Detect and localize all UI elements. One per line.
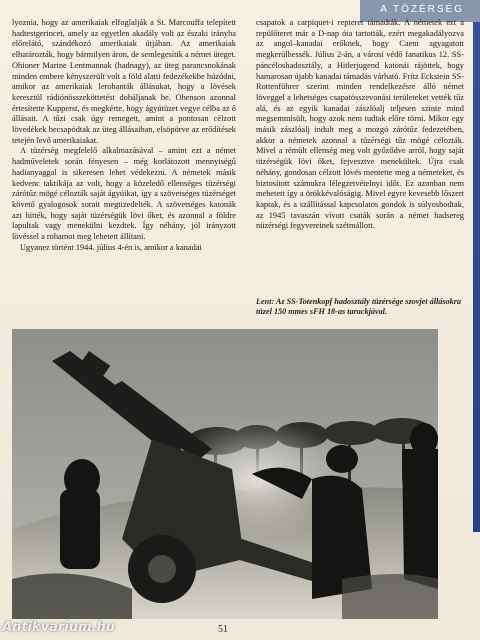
section-label: A TÖZÉRSÉG [380,4,464,15]
watermark: Antikvarium.hu [2,620,115,635]
left-text-column [12,18,236,253]
paragraph: lyoznia, hogy az amerikaiak elfoglalják a St. Marcouffa telepített hadtestgerincet, amely az egyetlen akadály volt az északi irányba előrelátó, szándékozó amerikaiak útjában. Az amerikaiak elhatározták, hogy bármilyen áron, de semlegesítik a német üteget. Ohioner Marine Lentmannak (hadnagy), az üteg parancsnokának minden embere kényszerült volt a föld alatti fedezékekbe húzódni, amikor az amerikaiak lerohanták állásukat, hogy a lövések keresztül rádiónösszeköttetést dobáljanak be. Ohenson azonnal értesítette Kupperst, és megkérte, hogy ágyútüzet vegye célba az ő állásait. A tűzi csak úgy remegett, amint a pontosan célzott lövedékek becsapódtak az üteg állásaiban, elsöpörve az erődítések tetején levő amerikaiakat. [12,18,236,145]
side-color-bar [473,22,480,532]
paragraph: Ugyanez történt 1944. július 4-én is, amikor a kanadai [20,242,202,252]
page-number: 51 [218,624,228,635]
photo-caption: Lent: Az SS-Totenkopf hadosztály tüzérsége szovjet állásokra tüzel 150 mmes sFH 18-as tarackjával. [256,297,462,317]
howitzer-photo [12,329,438,619]
right-text-column [256,18,464,232]
paragraph: csapatok a carpiquet-i repteret támadták. A németek ezt a repülőteret már a D-nap óta tartották, ezért megakadályozva az angol–kanadai erőknek, hogy Caent agyagatott megkerülhessék. Július 2-án, a városi védő fanatikus 12. SS-páncéloshadosztály, a Hitlerjugend katonái rájöttek, hogy hamarosan újabb kanadai támadás várható. Fritz Eckstein SS-Rottenführer szerint minden rendelkezésre álló német löveggel a lehetséges csapatösszevonási területeket vették tűz alá, és az egyik kanadai zászlóalj teljesen szinte mind megsemmisült, hogy azok nem tudtak előre törni. Mikor egy másik zászlóalj indult meg a mozgó zárótűz fedezetében, akkor a németek azonnal a tüzérségi tűz mögé célozták. Mivel a rémült ellenség meg volt győződve arról, hogy saját tüzérségük lövi őket, fejvesztve menekültek. Újra csak néhány, gondosan célzott lövés mentette meg a németeket, és biztosított számukra lélegzetvételnyi időt. Ez azonban nem mehetett így a örökkévalóságig. Mivel egyre kevesebb lőszert kaptak, és a szállítással kapcsolatos gondok is súlyosbodtak, az 1945 tavaszán vívott csaták során a német hadsereg nüzérségi fegyvereinek szétmállott. [256,18,464,231]
paragraph: A tüzérség megfelelő alkalmazásával – amint ezt a német hadműveletek során fényesen – még korlátozott mennyiségű hadianyaggal is sikeresen lehet védekezni. A németek másik kedvenc taktikája az volt, hogy a közeledő ellenséges tüzérségi zárótűz mögé célozták saját ágyúikat, így a szövetséges tüzérséget követő gyalogosok sorait megtizedelték. A szövetséges katonák azt hitték, hogy saját tüzérségük lövi őket, és azonnal a földre lapultak vagy menekülni kezdtek. Így néhány, jól irányzott lövéssel a rohamot meg lehetett állítani. [12,146,236,242]
photo-illustration [12,329,438,619]
